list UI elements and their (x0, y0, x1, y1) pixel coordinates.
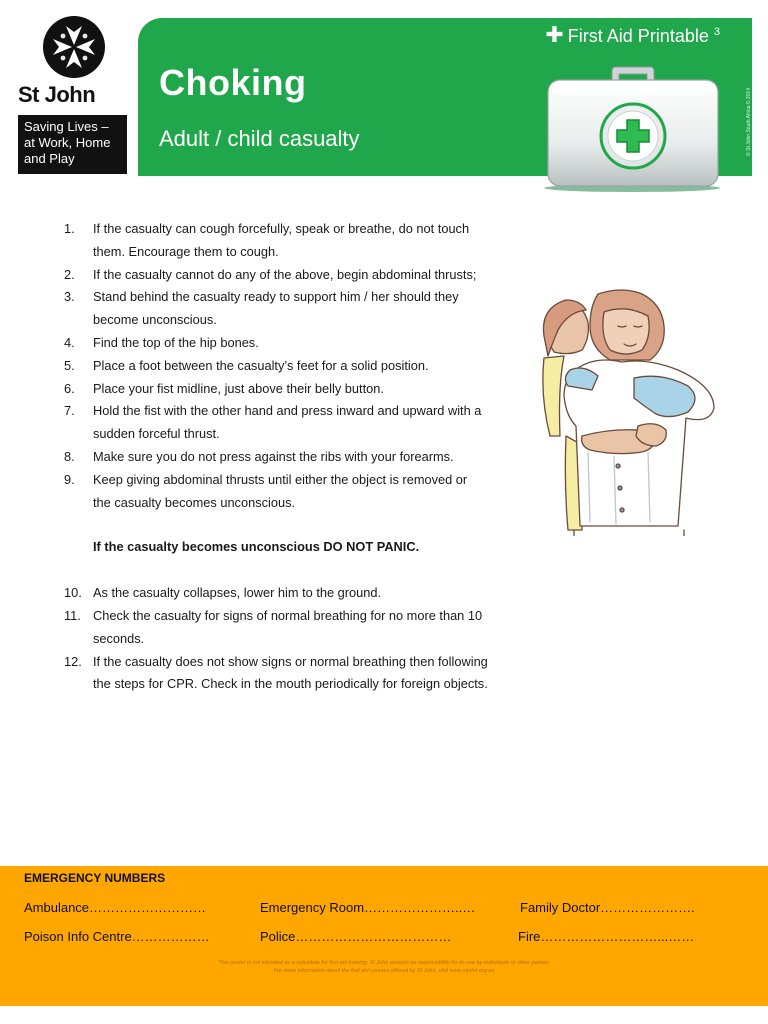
step-text: Make sure you do not press against the ribs with your forearms. (93, 448, 454, 464)
tagline-line-3: and Play (24, 151, 75, 166)
list-item (64, 378, 488, 401)
step-text: Keep giving abdominal thrusts until either the object is removed or the casualty becomes unconscious. (93, 471, 468, 510)
page-subtitle: Adult / child casualty (159, 126, 360, 151)
st-john-logo (18, 16, 130, 174)
step-text: Place a foot between the casualty’s feet for a solid position. (93, 357, 429, 373)
warning-text: If the casualty becomes unconscious DO NOT PANIC. (93, 539, 420, 555)
list-item (64, 264, 488, 287)
printable-text: First Aid Printable (567, 26, 709, 46)
maltese-cross-icon (50, 23, 98, 71)
step-number: 10. (64, 585, 82, 601)
instruction-list (64, 218, 488, 696)
step-number: 8. (64, 448, 75, 464)
list-item (64, 400, 488, 446)
step-number: 4. (64, 334, 75, 350)
step-text: Check the casualty for signs of normal breathing for no more than 10 seconds. (93, 607, 483, 646)
step-number: 9. (64, 471, 75, 487)
list-item (64, 469, 488, 515)
list-item (64, 582, 488, 605)
emergency-room-field: Emergency Room…………………..… (260, 900, 476, 915)
plus-icon: ✚ (545, 22, 564, 47)
step-number: 12. (64, 653, 82, 669)
tagline-line-1: Saving Lives – (24, 119, 109, 134)
step-number: 7. (64, 403, 75, 419)
list-item (64, 218, 488, 264)
police-field: Police……………………………… (260, 929, 452, 944)
step-text: Stand behind the casualty ready to support him / her should they become unconscious. (93, 289, 459, 328)
emergency-numbers-panel (0, 866, 768, 1006)
logo-name: St John (18, 82, 96, 107)
copyright-note: © St John South Africa © 2014 (746, 88, 752, 156)
step-text: Place your fist midline, just above their belly button. (93, 380, 384, 396)
list-item (64, 605, 488, 651)
fire-field: Fire………………………...…… (518, 929, 695, 944)
title-banner (138, 18, 752, 176)
step-text: If the casualty cannot do any of the above, begin abdominal thrusts; (93, 266, 477, 282)
ambulance-field: Ambulance……………………… (24, 900, 207, 915)
step-text: Hold the fist with the other hand and press inward and upward with a sudden forceful thrust. (93, 403, 482, 442)
printable-number: 3 (713, 26, 720, 38)
first-aid-kit-icon (538, 64, 724, 192)
step-text: If the casualty can cough forcefully, speak or breathe, do not touch them. Encourage them to cough. (93, 221, 470, 259)
emergency-title: EMERGENCY NUMBERS (24, 871, 166, 885)
step-text: If the casualty does not show signs or normal breathing then following the steps for CPR. Check in the mouth periodically for foreign objects. (93, 653, 488, 692)
step-number: 1. (64, 221, 75, 236)
step-number: 5. (64, 357, 75, 373)
step-number: 2. (64, 266, 75, 282)
disclaimer-line-1: This poster is not intended as a substitute for first aid training. St John accepts no responsibility for its use by individuals or other parties. (218, 960, 550, 966)
disclaimer-line-2: For more information about the first aid courses offered by St John, visit www.stjohn.org.za (273, 968, 495, 974)
page-title: Choking (159, 62, 307, 103)
step-number: 6. (64, 380, 75, 396)
list-item (64, 355, 488, 378)
list-item (64, 332, 488, 355)
step-number: 3. (64, 289, 75, 305)
tagline-line-2: at Work, Home (24, 135, 111, 150)
logo-tagline (18, 115, 127, 174)
list-item (64, 651, 488, 697)
poison-info-field: Poison Info Centre……………… (24, 929, 210, 944)
step-text: As the casualty collapses, lower him to the ground. (93, 585, 382, 601)
maltese-cross-emblem (43, 16, 105, 78)
family-doctor-field: Family Doctor…………………. (520, 900, 695, 915)
list-item (64, 446, 488, 469)
step-text: Find the top of the hip bones. (93, 334, 259, 350)
printable-label (545, 22, 720, 48)
step-number: 11. (64, 607, 81, 623)
list-item (64, 286, 488, 332)
abdominal-thrust-illustration (538, 286, 718, 536)
